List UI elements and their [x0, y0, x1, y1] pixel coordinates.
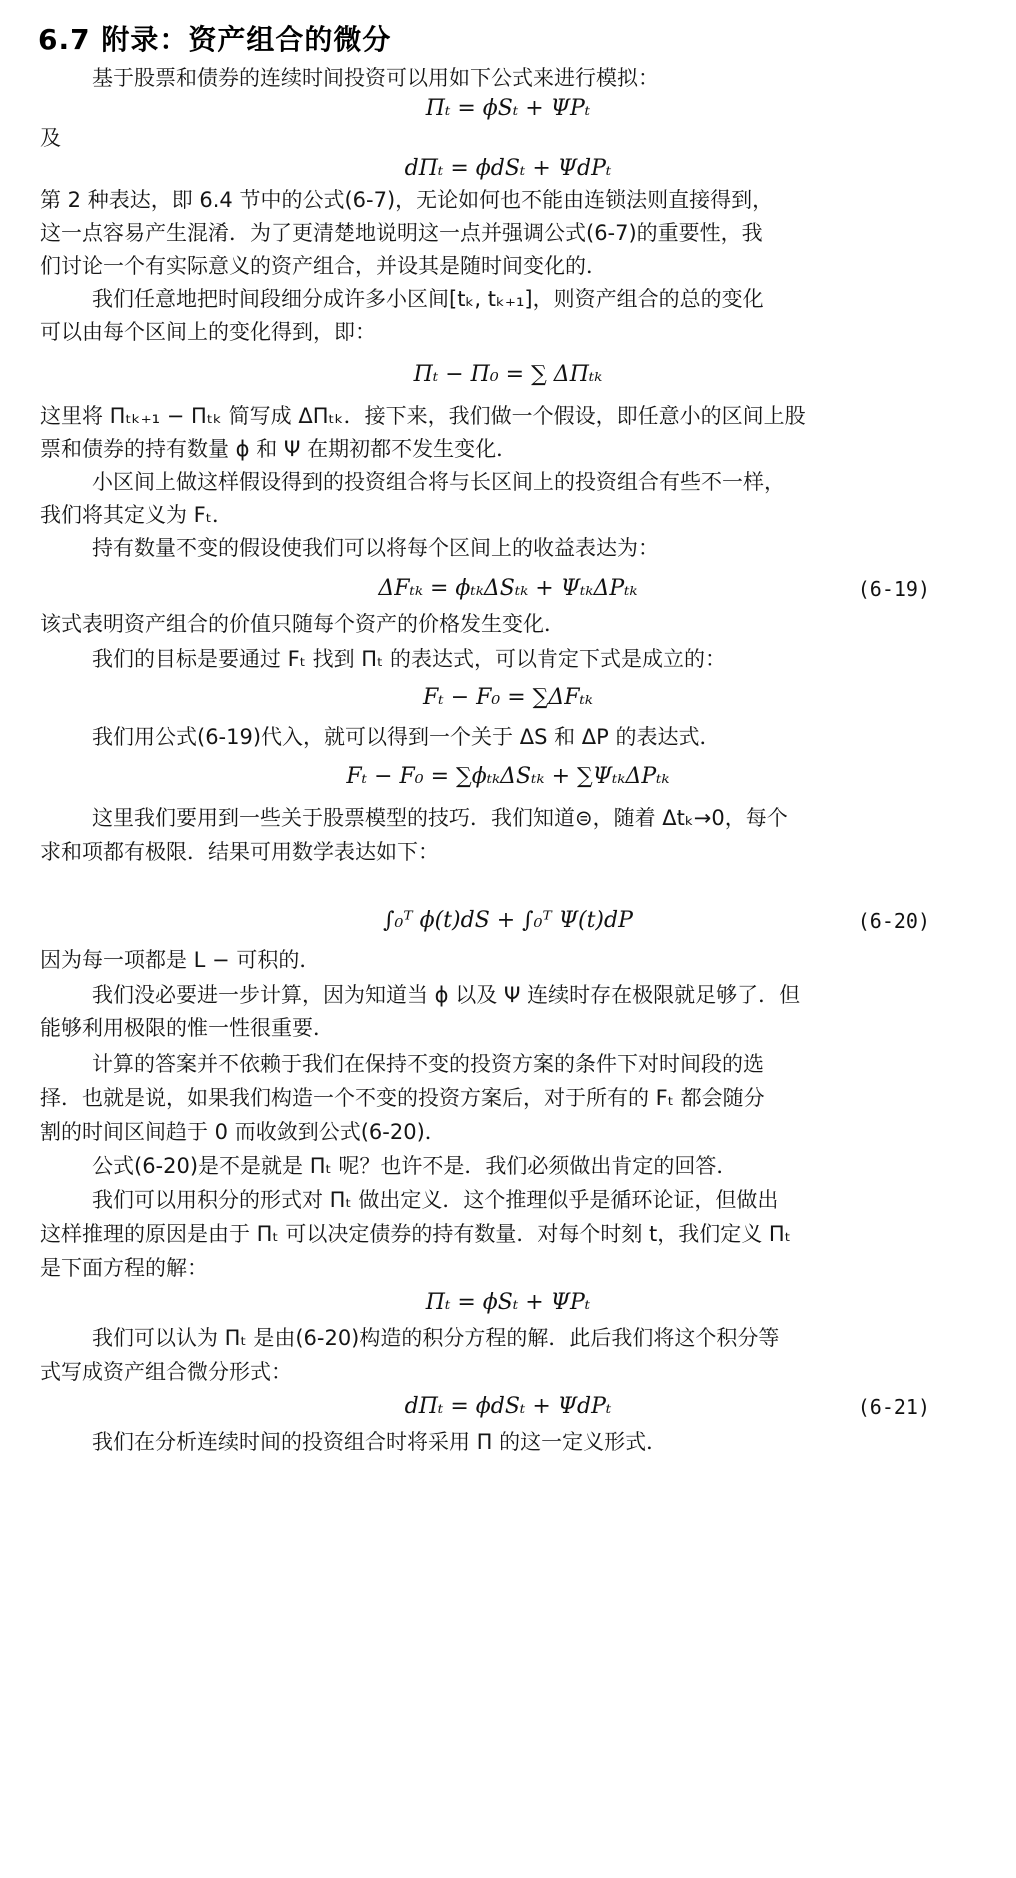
equation: Πₜ = ϕSₜ + ΨPₜ — [425, 1290, 591, 1315]
paragraph-line: 我们可以用积分的形式对 Πₜ 做出定义．这个推理似乎是循环论证，但做出 — [92, 1188, 779, 1212]
paragraph-line: 票和债券的持有数量 ϕ 和 Ψ 在期初都不发生变化． — [40, 437, 518, 461]
paragraph-line: 因为每一项都是 L − 可积的． — [40, 948, 321, 972]
equation: Fₜ − F₀ = ∑ϕₜₖΔSₜₖ + ∑ΨₜₖΔPₜₖ — [346, 764, 670, 789]
paragraph-line: 基于股票和债券的连续时间投资可以用如下公式来进行模拟： — [92, 66, 659, 90]
paragraph-line: 及 — [40, 126, 61, 150]
equation: ∫₀ᵀ ϕ(t)dS + ∫₀ᵀ Ψ(t)dP — [383, 908, 633, 933]
equation: Πₜ = ϕSₜ + ΨPₜ — [425, 96, 591, 121]
paragraph-line: 求和项都有极限．结果可用数学表达如下： — [40, 840, 439, 864]
section-title: 6.7 附录：资产组合的微分 — [38, 23, 392, 56]
paragraph-line: 我们用公式(6-19)代入，就可以得到一个关于 ΔS 和 ΔP 的表达式． — [92, 725, 721, 749]
paragraph-line: 持有数量不变的假设使我们可以将每个区间上的收益表达为： — [92, 536, 659, 560]
paragraph-line: 我们在分析连续时间的投资组合时将采用 Π 的这一定义形式． — [92, 1430, 668, 1454]
paragraph-line: 式写成资产组合微分形式： — [40, 1360, 292, 1384]
paragraph-line: 小区间上做这样假设得到的投资组合将与长区间上的投资组合有些不一样， — [92, 470, 785, 494]
paragraph-line: 我们没必要进一步计算，因为知道当 ϕ 以及 Ψ 连续时存在极限就足够了．但 — [92, 983, 801, 1007]
paragraph-line: 们讨论一个有实际意义的资产组合，并设其是随时间变化的． — [40, 254, 607, 278]
paragraph-line: 这里将 Πₜₖ₊₁ − Πₜₖ 简写成 ΔΠₜₖ．接下来，我们做一个假设，即任意小的区间上股 — [40, 404, 806, 428]
equation: dΠₜ = ϕdSₜ + ΨdPₜ — [404, 156, 612, 181]
equation-number: (6-21) — [857, 1395, 930, 1419]
equation: Πₜ − Π₀ = ∑ ΔΠₜₖ — [413, 362, 603, 387]
paragraph-line: 这一点容易产生混淆．为了更清楚地说明这一点并强调公式(6-7)的重要性，我 — [40, 221, 763, 245]
paragraph-line: 择．也就是说，如果我们构造一个不变的投资方案后，对于所有的 Fₜ 都会随分 — [40, 1086, 765, 1110]
equation: ΔFₜₖ = ϕₜₖΔSₜₖ + ΨₜₖΔPₜₖ — [378, 576, 638, 601]
paragraph-line: 计算的答案并不依赖于我们在保持不变的投资方案的条件下对时间段的选 — [92, 1052, 764, 1076]
paragraph-line: 我们任意地把时间段细分成许多小区间[tₖ, tₖ₊₁]，则资产组合的总的变化 — [92, 287, 764, 311]
paragraph-line: 我们可以认为 Πₜ 是由(6-20)构造的积分方程的解．此后我们将这个积分等 — [92, 1326, 780, 1350]
paragraph-line: 我们的目标是要通过 Fₜ 找到 Πₜ 的表达式，可以肯定下式是成立的： — [92, 647, 726, 671]
paragraph-line: 能够利用极限的惟一性很重要． — [40, 1016, 334, 1040]
paragraph-line: 是下面方程的解： — [40, 1256, 208, 1280]
paragraph-line: 这里我们要用到一些关于股票模型的技巧．我们知道⊜，随着 Δtₖ→0，每个 — [92, 806, 788, 830]
equation-number: (6-19) — [857, 577, 930, 601]
paragraph-line: 公式(6-20)是不是就是 Πₜ 呢？也许不是．我们必须做出肯定的回答． — [92, 1154, 738, 1178]
equation-number: (6-20) — [857, 909, 930, 933]
paragraph-line: 这样推理的原因是由于 Πₜ 可以决定债券的持有数量．对每个时刻 t，我们定义 Πₜ — [40, 1222, 791, 1246]
equation: Fₜ − F₀ = ∑ΔFₜₖ — [423, 685, 593, 710]
paragraph-line: 我们将其定义为 Fₜ． — [40, 503, 233, 527]
paragraph-line: 可以由每个区间上的变化得到，即： — [40, 320, 376, 344]
paragraph-line: 该式表明资产组合的价值只随每个资产的价格发生变化． — [40, 612, 565, 636]
paragraph-line: 割的时间区间趋于 0 而收敛到公式(6-20)． — [40, 1120, 446, 1144]
equation: dΠₜ = ϕdSₜ + ΨdPₜ — [404, 1394, 612, 1419]
paragraph-line: 第 2 种表达，即 6.4 节中的公式(6-7)，无论如何也不能由连锁法则直接得到， — [40, 188, 774, 212]
